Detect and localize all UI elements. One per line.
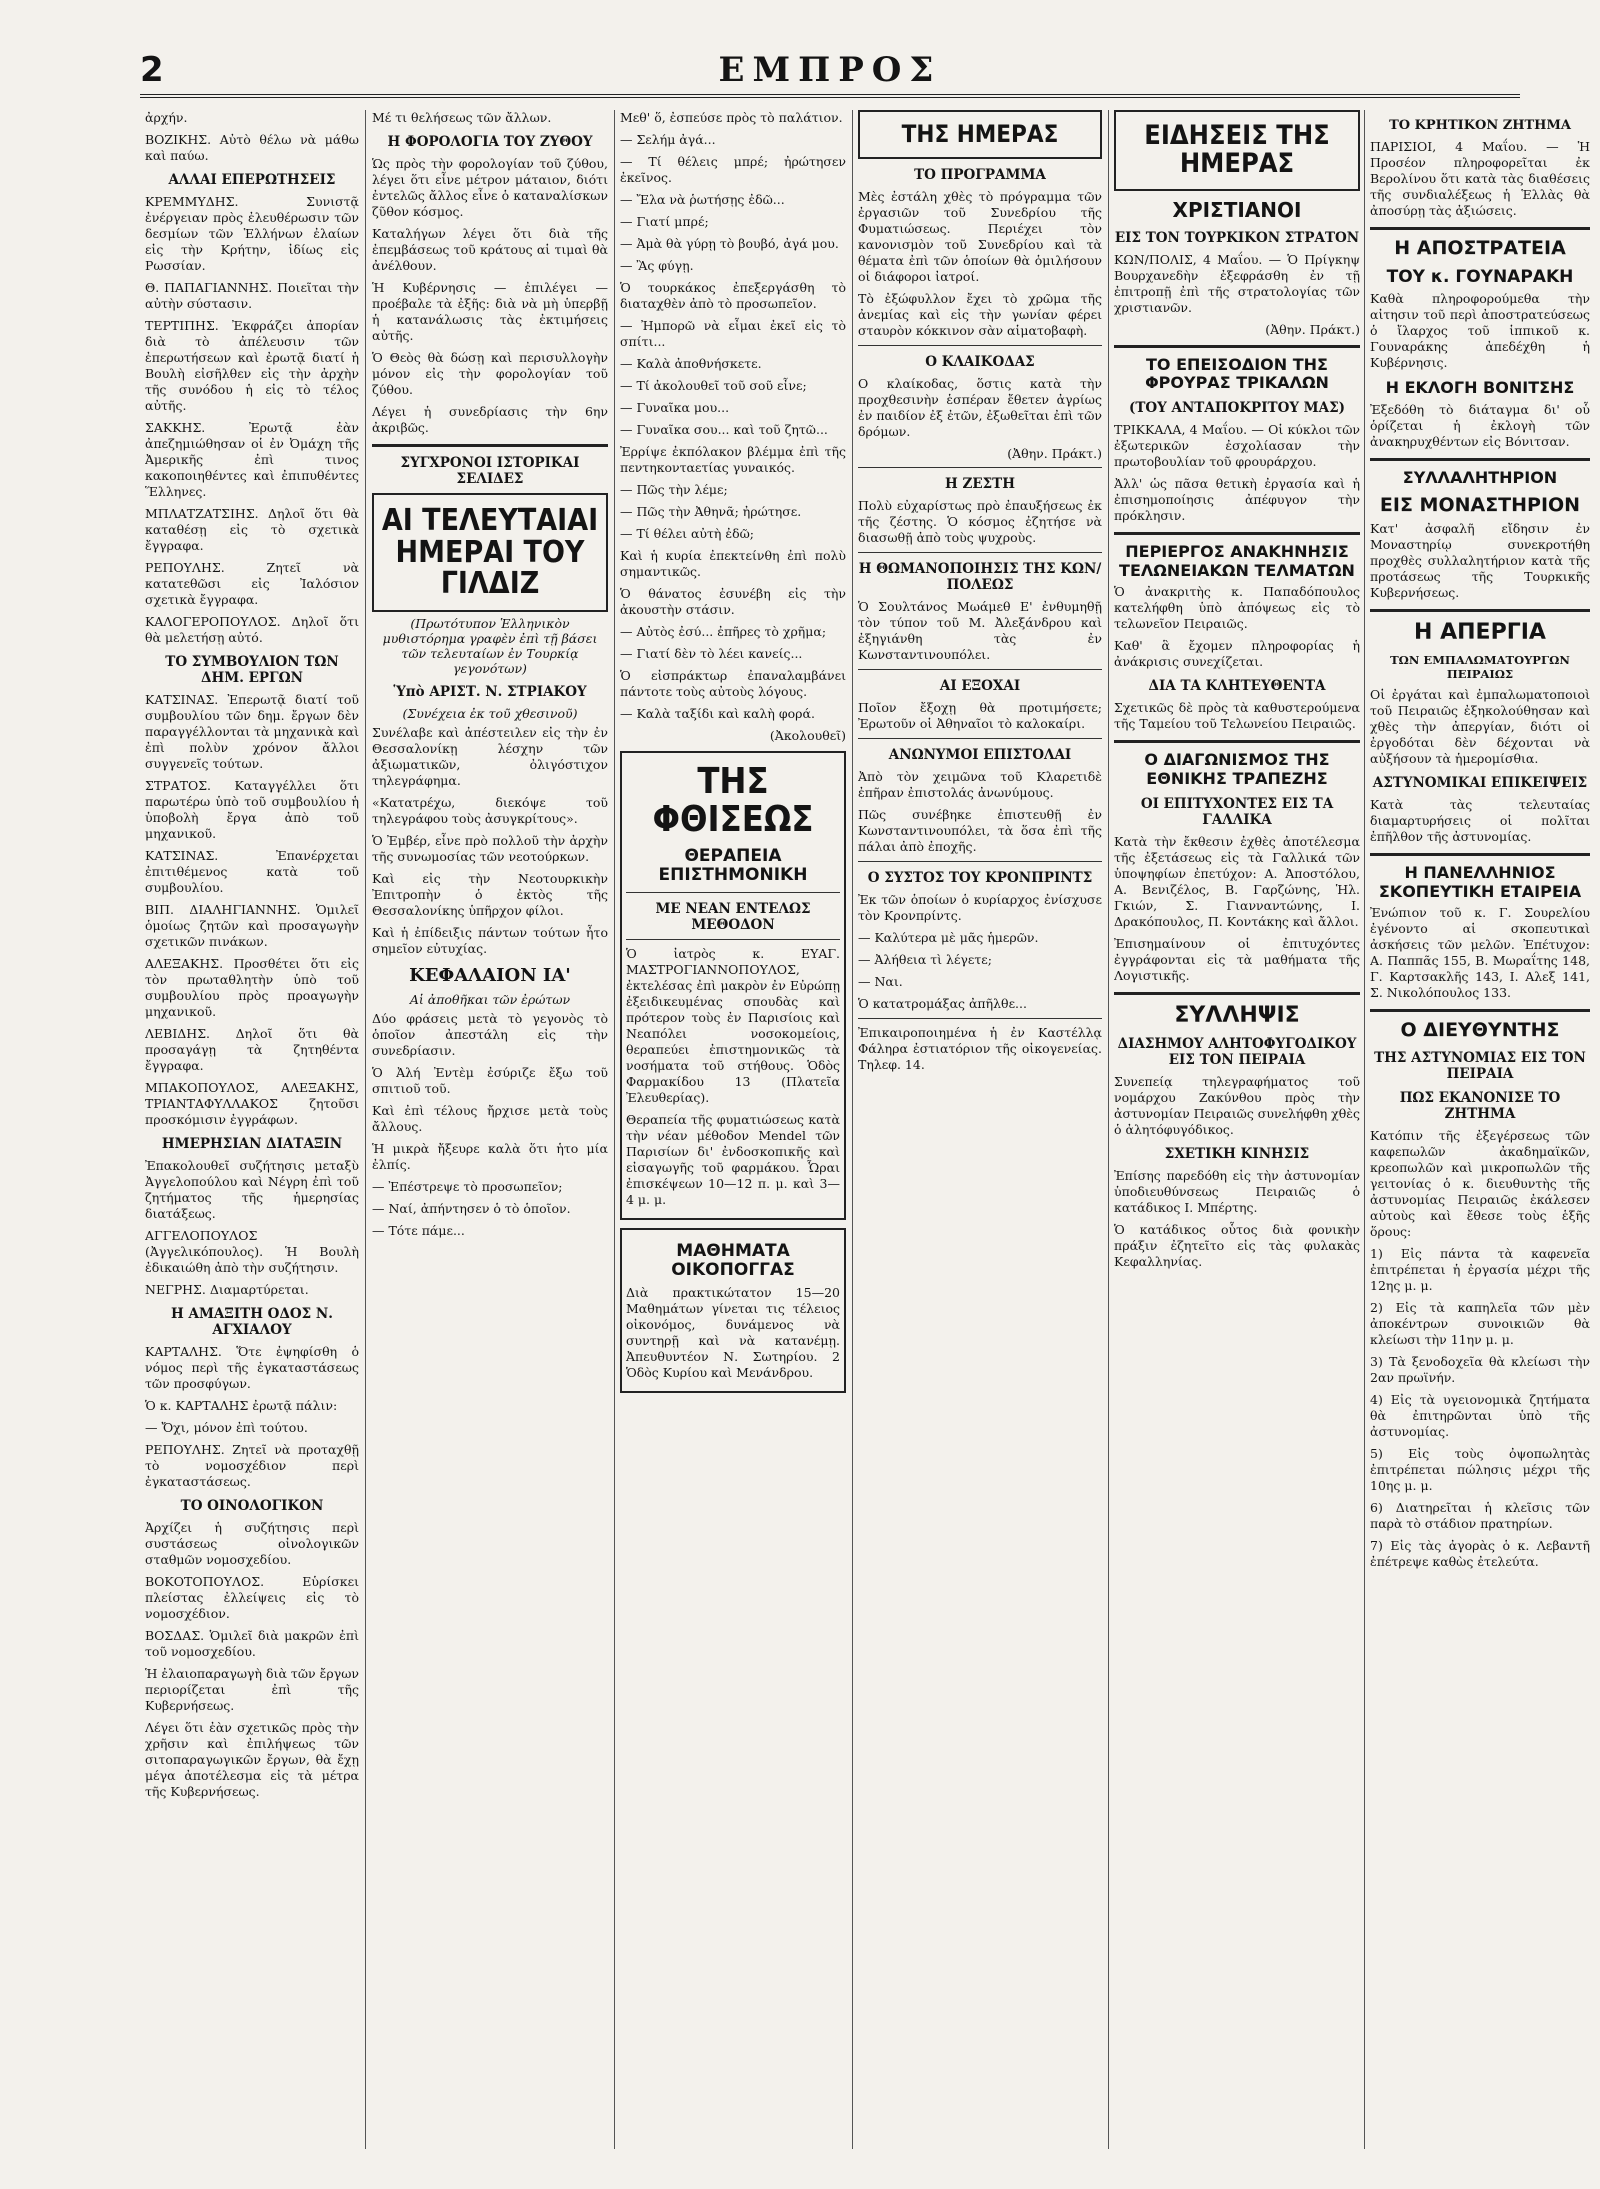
column-heading-box [858,110,1102,159]
divider [858,738,1102,739]
paragraph: Κατὰ τὴν ἔκθεσιν ἐχθὲς ἀποτέλεσμα τῆς ἐξετάσεως εἰς τὰ Γαλλικά τῶν ὑποψηφίων ἐπετύχον: Α. Ἀποστόλου, Α. Βενιζέλος, Β. Γαρζώνης, Ἡλ. Γκιών, Σ. Γιανναντώνης, Ι. Δρακόπουλος, Π. Κοντάκης καὶ ἄλλοι. [1114,834,1360,930]
paragraph: — Ἀλήθεια τὶ λέγετε; [858,952,992,968]
paragraph: 7) Εἰς τὰς ἀγορὰς ὁ κ. Λεβαντῆ ἐπέτρεψε καθὼς ἐτελεύτα. [1370,1537,1590,1569]
section-subheading: ΤΩΝ ΕΜΠΑΛΩΜΑΤΟΥΡΓΩΝ ΠΕΙΡΑΙΩΣ [1390,653,1570,682]
news-heading: ΕΙΔΗΣΕΙΣ ΤΗΣ ΗΜΕΡΑΣ [1144,120,1330,180]
paragraph: 2) Εἰς τὰ καπηλεῖα τῶν μὲν ἀποκέντρων συνοικιῶν θὰ κλείωσι τὴν 11ην μ. μ. [1370,1299,1590,1347]
paragraph: Ἀπὸ τὸν χειμῶνα τοῦ Κλαρετιδὲ ἐπῆραν ἐπιστολάς ἀνωνύμους. [858,769,1102,801]
paragraph: ΜΠΑΚΟΠΟΥΛΟΣ, ΑΛΕΞΑΚΗΣ, ΤΡΙΑΝΤΑΦΥΛΛΑΚΟΣ ζητοῦσι προσκόμισιν ἐγγράφων. [145,1080,359,1127]
section-heading: ΔΙΑ ΤΑ ΚΛΗΤΕΥΘΕΝΤΑ [1148,678,1326,695]
paragraph: Ἐπικαιροποιημένα ἡ ἐν Καστέλλᾳ Φάληρα ἐστιατόριον τῆς οἰκογενείας. Τηλεφ. 14. [858,1025,1102,1073]
paragraph: — Ἂς φύγῃ. [620,258,694,273]
section-heading: Η ΠΑΝΕΛΛΗΝΙΟΣ ΣΚΟΠΕΥΤΙΚΗ ΕΤΑΙΡΕΙΑ [1378,863,1582,901]
column-heading: ΤΗΣ ΗΜΕΡΑΣ [901,120,1059,148]
paragraph: Ἡ ἐλαιοπαραγωγὴ διὰ τῶν ἔργων περιορίζεται ἐπὶ τῆς Κυβερνήσεως. [145,1666,359,1713]
paragraph: Λέγει ὅτι ἐὰν σχετικῶς πρὸς τὴν χρῆσιν καὶ ἐπιλήψεως τῶν σιτοπαραγωγικῶν ἔργων, θὰ ἔχῃ μέγα ἀποτέλεσμα εἰς τὰ μέτρα τῆς Κυβερνήσεως. [145,1720,359,1799]
divider [1114,740,1360,743]
paragraph: — Ἠμπορῶ νὰ εἶμαι ἐκεῖ εἰς τὸ σπίτι... [620,318,846,349]
section-heading: Η ΑΜΑΞΙΤΗ ΟΔΟΣ Ν. ΑΓΧΙΑΛΟΥ [171,1306,333,1338]
masthead [140,50,1520,98]
paragraph: Ἐπακολουθεῖ συζήτησις μεταξὺ Ἀγγελοπούλου καὶ Νέγρη ἐπὶ τοῦ ζητήματος τῆς ἡμερησίας διατάξεως. [145,1158,359,1221]
paragraph: Μεθ' ὅ, ἐσπεύσε πρὸς τὸ παλάτιον. [620,110,843,125]
section-heading: ΤΟ ΟΙΝΟΛΟΓΙΚΟΝ [180,1498,324,1514]
ad-title: ΤΗΣ ΦΘΙΣΕΩΣ [652,761,814,840]
paragraph: — Ἔλα νὰ ῥωτήσῃς ἐδῶ... [620,192,785,207]
column-serial [372,110,608,2149]
paragraph: Ἐπισημαίνουν οἱ ἐπιτυχόντες ἐγγράφονται εἰς τὰ μαθήματα τῆς Λογιστικῆς. [1114,936,1360,984]
ad-subtitle-2: ΜΕ ΝΕΑΝ ΕΝΤΕΛΩΣ ΜΕΘΟΔΟΝ [655,900,811,933]
section-heading: Ο ΔΙΕΥΘΥΝΤΗΣ [1400,1019,1560,1042]
column-divider [614,110,615,2149]
column-news-right [1370,110,1590,2149]
paragraph: — Ὄχι, μόνον ἐπὶ τούτου. [145,1420,308,1435]
ad-text: Θεραπεία τῆς φυματιώσεως κατὰ τὴν νέαν μέθοδον Mendel τῶν Παρισίων δι' ἐνδοσκοπικῆς καὶ εἰσαγωγῆς τοῦ φαρμάκου. Ὧραι ἐπισκέψεων 10—12 π. μ. καὶ 3—4 μ. μ. [626,1111,840,1207]
section-heading: ΑΣΤΥΝΟΜΙΚΑΙ ΕΠΙΚΕΙΨΕΙΣ [1372,775,1588,792]
paragraph: «Κατατρέχω, διεκόψε τοῦ τηλεγράφου τοὺς ἀσυγκρίτους». [372,794,608,826]
paragraph: 5) Εἰς τοὺς ὀψοπωλητὰς ἐπιτρέπεται πώλησις μέχρι τῆς 10ης μ. μ. [1370,1445,1590,1493]
paragraph: — Ἐπέστρεψε τὸ προσωπεῖον; [372,1178,563,1194]
paragraph: ΚΑΤΣΙΝΑΣ. Ἐπερωτᾷ διατί τοῦ συμβουλίου τῶν δημ. ἔργων δὲν παραγγέλλονται τὰ μηχανικὰ καὶ ἐπὶ πολὺν χρόνον ἄλλοι συγγενεῖς τούτων. [145,692,359,771]
paragraph: Ποῖον ἔξοχῃ θὰ προτιμήσετε; Ἐρωτοῦν οἱ Ἀθηναῖοι τὸ καλοκαίρι. [858,700,1102,732]
chapter-heading: ΚΕΦΑΛΑΙΟΝ ΙΑ' [409,964,571,986]
section-heading: ΤΟ ΕΠΕΙΣΟΔΙΟΝ ΤΗΣ ΦΡΟΥΡΑΣ ΤΡΙΚΑΛΩΝ [1145,354,1329,393]
paragraph: Κατ' ἀσφαλῆ εἴδησιν ἐν Μοναστηρίῳ συνεκροτήθη προχθὲς συλλαλητήριον κατὰ τῆς προτάσεως τῆς Τουρκικῆς Κυβερνήσεως. [1370,521,1590,601]
paragraph: Ὁ Ἀλή Ἐντὲμ ἐσύριζε ἔξω τοῦ σπιτιοῦ τοῦ. [372,1064,608,1096]
paragraph: Σχετικῶς δὲ πρὸς τὰ καθυστερούμενα τῆς Ταμείου τοῦ Τελωνείου Πειραιῶς. [1114,700,1360,732]
section-subheading: ΤΟΥ κ. ΓΟΥΝΑΡΑΚΗ [1386,266,1574,287]
source-note: (Ἀθην. Πράκτ.) [1007,446,1102,462]
paragraph: Θ. ΠΑΠΑΓΙΑΝΝΗΣ. Ποιεῖται τὴν αὐτὴν σύστασιν. [145,280,359,311]
paragraph: ΛΕΒΙΔΗΣ. Δηλοῖ ὅτι θὰ προσαγάγῃ τὰ ζητηθέντα ἔγγραφα. [145,1026,359,1073]
advertisement-lessons [620,1228,846,1393]
divider [626,939,840,940]
section-heading: ΧΡΙΣΤΙΑΝΟΙ [1172,197,1302,222]
paragraph: — Ναί, ἀπήντησεν ὁ τὸ ὁποῖον. [372,1200,571,1216]
paragraph: ΝΕΓΡΗΣ. Διαμαρτύρεται. [145,1282,309,1297]
paragraph: Ὁ θάνατος ἐσυνέβη εἰς τὴν ἀκουστὴν στάσιν. [620,586,846,617]
paragraph: Ἐρρίψε ἐκπόλακον βλέμμα ἐπὶ τῆς πεντηκονταετίας γυναικός. [620,444,846,475]
paragraph: ΣΑΚΚΗΣ. Ἐρωτᾷ ἐὰν ἀπεζημιώθησαν οἱ ἐν Ὀμάχη τῆς Ἀμερικῆς ἐπὶ τινος κακοποιηθέντες καὶ ἐπιπυθέντες Ἕλληνες. [145,420,359,499]
paragraph: ἀρχήν. [145,110,188,125]
paragraph: Ὁ κατατρομάξας ἀπῆλθε... [858,996,1027,1012]
paragraph: Ἐνώπιον τοῦ κ. Γ. Σουρελίου ἐγένοντο αἱ σκοπευτικαὶ ἀσκήσεις τῶν μελῶν. Ἐπέτυχον: Α. Παππᾶς 155, Β. Μωραΐτης 148, Γ. Καρτσακλῆς 143, Ι. Αλεξ 141, Σ. Νικολόπουλος 133. [1370,905,1590,1001]
paragraph: Μὲς ἐστάλη χθὲς τὸ πρόγραμμα τῶν ἐργασιῶν τοῦ Συνεδρίου τῆς Φυματιώσεως. Περιέχει τὸν κανονισμὸν τοῦ Συνεδρίου καὶ τὰ θέματα ἐπὶ τῶν ὁποίων θὰ ὁμιλήσουν οἱ διάφοροι ἰατροί. [858,189,1102,285]
paragraph: Πῶς συνέβηκε ἐπιστευθῇ ἐν Κωνσταντινουπόλει, τὰ ὅσα ἐπὶ τῆς πάλαι ἀπὸ ἐποχῆς. [858,807,1102,855]
serial-subtitle: (Πρωτότυπον Ἑλληνικὸν μυθιστόρημα γραφὲν ἐπὶ τῇ βάσει τῶν τελευταίων ἐν Τουρκίᾳ γεγονότων) [382,615,598,676]
advertisement-phthisis [620,751,846,1220]
paragraph: 1) Εἰς πάντα τὰ καφενεῖα ἐπιτρέπεται ἡ ἐργασία μέχρι τῆς 12ης μ. μ. [1370,1245,1590,1293]
paragraph: ΚΑΤΣΙΝΑΣ. Ἐπανέρχεται ἐπιτιθέμενος κατὰ τοῦ συμβουλίου. [145,848,359,895]
paragraph: Ὡς πρὸς τὴν φορολογίαν τοῦ ζύθου, λέγει ὅτι εἶνε μέτρον μάταιον, διότι ἐντελῶς ἄλλος εἶνε ὁ καταναλίσκων ζῦθον κόσμος. [372,156,608,219]
section-heading: Η ΑΠΟΣΤΡΑΤΕΙΑ [1394,237,1566,259]
section-heading: ΑΝΩΝΥΜΟΙ ΕΠΙΣΤΟΛΑΙ [888,747,1072,764]
ad-subtitle: ΘΕΡΑΠΕΙΑ ΕΠΙΣΤΗΜΟΝΙΚΗ [658,845,808,886]
paragraph: Ὁ Ἐμβέρ, εἶνε πρὸ πολλοῦ τὴν ἀρχὴν τῆς συνωμοσίας τῶν νεοτούρκων. [372,832,608,864]
paragraph: Ὁ Σουλτάνος Μωάμεθ Ε' ἐνθυμηθῇ τὸν τύπον τοῦ Μ. Ἀλεξάνδρου καὶ ἐξηγιάνθη τὰς ἐν Κωνσταντινουπόλει. [858,599,1102,663]
section-heading: ΤΟ ΚΡΗΤΙΚΟΝ ΖΗΤΗΜΑ [1389,118,1571,133]
paragraph: Ἐξεδόθη τὸ διάταγμα δι' οὗ ὁρίζεται ἡ ἐκλογὴ τῶν ἀνακηρυχθέντων εἰς Βόνιτσαν. [1370,401,1590,449]
paragraph: Ὁ τουρκάκος ἐπεξεργάσθη τὸ διαταχθὲν ἀπὸ τὸ προσωπεῖον. [620,280,846,311]
section-heading: ΗΜΕΡΗΣΙΑΝ ΔΙΑΤΑΞΙΝ [161,1136,343,1152]
paragraph: Δύο φράσεις μετὰ τὸ γεγονὸς τὸ ὁποῖον ἀπεστάλη εἰς τὴν συνεδρίασιν. [372,1010,608,1058]
section-subheading: ΤΗΣ ΑΣΤΥΝΟΜΙΑΣ ΕΙΣ ΤΟΝ ΠΕΙΡΑΙΑ [1374,1049,1586,1082]
paragraph: ΜΠΛΑΤΖΑΤΣΙΗΣ. Δηλοῖ ὅτι θὰ καταθέσῃ εἰς τὸ σχετικὰ ἔγγραφα. [145,506,359,553]
newspaper-name: ΕΜΠΡΟΣ [718,50,942,90]
column-of-the-day [858,110,1102,2149]
chapter-subtitle: Αἱ ἀποθῆκαι τῶν ἐρώτων [409,991,571,1007]
section-subheading: ΟΙ ΕΠΙΤΥΧΟΝΤΕΣ ΕΙΣ ΤΑ ΓΑΛΛΙΚΑ [1140,796,1334,829]
paragraph: Ἀλλ' ὡς πᾶσα θετικὴ ἐργασία καὶ ἡ ἐπισημοποίησις ἀπέφυγον τὴν πρόκλησιν. [1114,476,1360,524]
paragraph: 3) Τὰ ξενοδοχεῖα θὰ κλείωσι τὴν 2αν πρωϊνήν. [1370,1353,1590,1385]
divider [858,552,1102,553]
section-subheading: (ΤΟΥ ΑΝΤΑΠΟΚΡΙΤΟΥ ΜΑΣ) [1128,400,1346,417]
divider [1370,853,1590,856]
paragraph: Ἡ μικρὰ ἤξευρε καλὰ ὅτι ἡτο μία ἐλπίς. [372,1140,608,1172]
paragraph: Ὁ Θεὸς θὰ δώσῃ καὶ περισυλλογὴν μόνον εἰς τὴν φορολογίαν τοῦ ζύθου. [372,350,608,397]
paragraph: — Γυναῖκα μου... [620,400,730,415]
column-parliament [145,110,359,2149]
divider [858,345,1102,346]
serial-title: ΑΙ ΤΕΛΕΥΤΑΙΑΙ ΗΜΕΡΑΙ ΤΟΥ ΓΙΛΔΙΖ [381,503,599,601]
paragraph: — Ἀμὰ θὰ γύρῃ τὸ βουβό, ἀγά μου. [620,236,839,251]
section-subheading: ΠΩΣ ΕΚΑΝΟΝΙΣΕ ΤΟ ΖΗΤΗΜΑ [1399,1089,1561,1122]
paragraph: Ο κλαίκοδας, ὅστις κατὰ τὴν προχθεσινὴν ἑσπέραν ἔθετεν ἀγρίως ἐν παιδίον ἐξ ἐτῶν, ἐξωθεῖται ἐπὶ τῶν δρόμων. [858,376,1102,440]
divider [1114,992,1360,995]
divider [1114,345,1360,348]
ad-text: Διὰ πρακτικώτατον 15—20 Μαθημάτων γίνεται τις τέλειος οἰκονόμος, δυνάμενος νὰ συντηρῇ καὶ νὰ κατανέμῃ. Ἀπευθυντέον Ν. Σωτηρίου. 2 Ὁδὸς Κυρίου καὶ Μενάνδρου. [626,1284,840,1380]
news-heading-box [1114,110,1360,191]
paragraph: — Γιατί δὲν τὸ λέει κανείς... [620,646,803,661]
section-heading: Η ΘΩΜΑΝΟΠΟΙΗΣΙΣ ΤΗΣ ΚΩΝ/ΠΟΛΕΩΣ [858,561,1102,594]
section-heading: Η ΕΚΛΟΓΗ ΒΟΝΙΤΣΗΣ [1385,378,1575,398]
paragraph: Λέγει ἡ συνεδρίασις τὴν 6ην ἀκριβῶς. [372,404,608,435]
paragraph: ΚΩΝ/ΠΟΛΙΣ, 4 Μαΐου. — Ὁ Πρίγκηψ Βουρχανεδὴν ἐξεφράσθη ἐν τῇ ἐπιτροπῇ ἐπὶ τῆς στρατολογίας τῶν χριστιανῶν. [1114,251,1360,315]
paragraph: — Καλὰ ἀποθνήσκετε. [620,356,762,371]
source-note: (Ἀθην. Πράκτ.) [1265,321,1360,337]
paragraph: — Καλὰ ταξίδι καὶ καλὴ φορά. [620,706,815,721]
paragraph: Καθὰ πληροφορούμεθα τὴν αἰτησιν τοῦ περὶ ἀποστρατεύσεως ὁ ἴλαρχος τοῦ ἱππικοῦ κ. Γουναράκης ἀπεδέχθη ἡ Κυβέρνησις. [1370,291,1590,371]
paragraph: Ἐπίσης παρεδόθη εἰς τὴν ἀστυνομίαν ὑποδιευθύνσεως Πειραιῶς ὁ κατάδικος Ι. Μπέρτης. [1114,1168,1360,1216]
column-serial-continued [620,110,846,2149]
paragraph: ΣΤΡΑΤΟΣ. Καταγγέλλει ὅτι παρωτέρω ὑπὸ τοῦ συμβουλίου ἡ ὑποβολὴ ἔργα ἀπὸ τοῦ μηχανικοῦ. [145,778,359,841]
divider [1114,532,1360,535]
section-heading: Ο ΣΥΣΤΟΣ ΤΟΥ ΚΡΟΝΠΡΙΝΤΣ [867,870,1093,887]
paragraph: Κατὰ τὰς τελευταίας διαμαρτυρήσεις οἱ πολῖται ἐπῆλθον τῆς ἀστυνομίας. [1370,797,1590,845]
column-divider [1364,110,1365,2149]
paragraph: Ἐκ τῶν ὁποίων ὁ κυρίαρχος ἐνίσχυσε τὸν Κρονπρίντς. [858,892,1102,924]
column-news [1114,110,1360,2149]
paragraph: Τὸ ἐξώφυλλον ἔχει τὸ χρῶμα τῆς ἀνεμίας καὶ εἰς τὴν γωνίαν φέρει σταυρὸν κόκκινον σὰν αἱματοβαφὴ. [858,291,1102,339]
divider [626,892,840,893]
paragraph: 6) Διατηρεῖται ἡ κλεῖσις τῶν παρὰ τὸ στάδιον πρατηρίων. [1370,1499,1590,1531]
paragraph: — Τί θέλεις μπρέ; ἠρώτησεν ἐκεῖνος. [620,154,846,185]
paragraph: — Πῶς τὴν Ἀθηνᾶ; ἠρώτησε. [620,504,802,519]
paragraph: ΠΑΡΙΣΙΟΙ, 4 Μαΐου. — Ἡ Προσέον πληροφορεῖται ἐκ Βερολίνου ὅτι κατὰ τὰς διαθέσεις τῆς συνδιαλέξεως ἡ Ἑλλὰς θὰ ἀποσύρῃ τὰς ἀξιώσεις. [1370,139,1590,218]
paragraph: — Γιατί μπρέ; [620,214,709,229]
ad-title: ΜΑΘΗΜΑΤΑ ΟΙΚΟΠΟΓΓΑΣ [671,1240,795,1281]
paragraph: ΒΟΚΟΤΟΠΟΥΛΟΣ. Εὑρίσκει πλείστας ἐλλείψεις εἰς τὸ νομοσχέδιον. [145,1574,359,1621]
paragraph: Καὶ ἡ ἐπίδειξις πάντων τούτων ἦτο σημεῖον εὐτυχίας. [372,924,608,956]
paragraph: — Καλύτερα μὲ μᾶς ἡμερῶν. [858,930,1039,946]
section-heading: Ο ΔΙΑΓΩΝΙΣΜΟΣ ΤΗΣ ΕΘΝΙΚΗΣ ΤΡΑΠΕΖΗΣ [1144,750,1330,788]
divider [1370,227,1590,230]
paragraph: Ἀρχίζει ἡ συζήτησις περὶ συστάσεως οἰνολογικῶν σταθμῶν νομοσχεδίου. [145,1520,359,1567]
paragraph: ΤΡΙΚΚΑΛΑ, 4 Μαΐου. — Οἱ κύκλοι τῶν ἐξωτερικῶν ἐσχολίασαν τὴν πρωτοβουλίαν τοῦ φρουράρχου. [1114,422,1360,470]
paragraph: — Πῶς τὴν λέμε; [620,482,728,497]
paragraph: — Γυναῖκα σου... καὶ τοῦ ζητῶ... [620,422,828,437]
paragraph: Συνεπείᾳ τηλεγραφήματος τοῦ νομάρχου Ζακύνθου πρὸς τὴν ἀστυνομίαν Πειραιῶς συνελήφθη χθὲς ὁ ἀλητόφυγόδικος. [1114,1074,1360,1138]
paragraph: Ὁ εἰσπράκτωρ ἐπαναλαμβάνει πάντοτε τοὺς αὐτοὺς λόγους. [620,668,846,699]
paragraph: — Τί ἀκολουθεῖ τοῦ σοῦ εἶνε; [620,378,807,393]
section-heading: ΠΕΡΙΕΡΓΟΣ ΑΝΑΚΗΝΗΣΙΣ ΤΕΛΩΝΕΙΑΚΩΝ ΤΕΛΜΑΤΩΝ [1119,542,1355,580]
paragraph: ΡΕΠΟΥΛΗΣ. Ζητεῖ νὰ προταχθῇ τὸ νομοσχέδιον περὶ ἐγκαταστάσεως. [145,1442,359,1489]
divider [858,467,1102,468]
section-heading: ΤΟ ΠΡΟΓΡΑΜΜΑ [914,167,1046,184]
series-heading: ΣΥΓΧΡΟΝΟΙ ΙΣΤΟΡΙΚΑΙ ΣΕΛΙΔΕΣ [400,455,580,487]
paragraph: Καὶ ἡ κυρία ἐπεκτείνθη ἐπὶ πολὺ σημαντικῶς. [620,548,846,579]
section-heading: ΣΥΛΛΑΛΗΤΗΡΙΟΝ [1402,467,1558,487]
paragraph: ΒΟΣΔΑΣ. Ὁμιλεῖ διὰ μακρῶν ἐπὶ τοῦ νομοσχεδίου. [145,1628,359,1659]
ad-text: Ὁ ἰατρὸς κ. ΕΥΑΓ. ΜΑΣΤΡΟΓΙΑΝΝΟΠΟΥΛΟΣ, ἐκτελέσας ἐπὶ μακρὸν ἐν Εὐρώπῃ ἐξειδικευμένας σπουδὰς καὶ πρότερον τοὺς ἐν Παρισίοις καὶ Νεαπόλει νοσοκομείοις, θεραπεύει ἐπιστημονικῶς τὰ νοσήματα τοῦ στήθους. Ὁδὸς Φαρμακίδου 13 (Πλατεῖα Ἐλευθερίας). [626,945,840,1105]
paragraph: Καταλήγων λέγει ὅτι διὰ τῆς ἐπεμβάσεως τοῦ κράτους αἱ τιμαὶ θὰ ἀνέλθουν. [372,226,608,273]
section-heading: ΑΛΛΑΙ ΕΠΕΡΩΤΗΣΕΙΣ [168,172,336,188]
paragraph: ΚΑΛΟΓΕΡΟΠΟΥΛΟΣ. Δηλοῖ ὅτι θὰ μελετήσῃ αὐτό. [145,614,359,645]
column-divider [852,110,853,2149]
section-heading: ΑΙ ΕΞΟΧΑΙ [939,678,1021,695]
continuation-note: (Συνέχεια ἐκ τοῦ χθεσινοῦ) [402,705,578,721]
paragraph: — Τότε πάμε... [372,1222,465,1238]
page-number: 2 [140,50,164,90]
paragraph: — Ναι. [858,974,903,990]
paragraph: Συνέλαβε καὶ ἀπέστειλεν εἰς τὴν ἐν Θεσσαλονίκῃ λέσχην τῶν ἀξιωματικῶν, ὀλιγόστιχον τηλεγράφημα. [372,724,608,788]
paragraph: ΡΕΠΟΥΛΗΣ. Ζητεῖ νὰ κατατεθῶσι εἰς Ἰαλόσιον σχετικὰ ἔγγραφα. [145,560,359,607]
paragraph: 4) Εἰς τὰ υγειονομικὰ ζητήματα θὰ ἐπιτηρῶνται ὑπὸ τῆς ἀστυνομίας. [1370,1391,1590,1439]
divider [858,861,1102,862]
paragraph: — Αὐτὸς ἐσύ... ἐπῆρες τὸ χρῆμα; [620,624,827,639]
paragraph: Ὁ κ. ΚΑΡΤΑΛΗΣ ἐρωτᾷ πάλιν: [145,1398,338,1413]
section-heading: Ο ΚΛΑΙΚΟΔΑΣ [925,354,1035,371]
paragraph: Ἡ Κυβέρνησις — ἐπιλέγει — προέβαλε τὰ ἐξῆς: διὰ νὰ μὴ ὑπερβῇ ἡ κατανάλωσις τὰς ἐκτιμήσεις αὐτῆς. [372,280,608,343]
paragraph: Κατόπιν τῆς ἐξεγέρσεως τῶν καφεπωλῶν ἀκαδημαϊκῶν, κρεοπωλῶν καὶ μικροπωλῶν τῆς γειτονίας ὁ κ. διευθυντὴς τῆς ἀστυνομίας Πειραιῶς ἐκάλεσεν αὐτοὺς καὶ ἔθεσε τοὺς ἑξῆς ὅρους: [1370,1127,1590,1239]
paragraph: — Σελήμ ἀγά... [620,132,716,147]
section-heading: ΣΧΕΤΙΚΗ ΚΙΝΗΣΙΣ [1164,1146,1310,1163]
section-heading: Η ΦΟΡΟΛΟΓΙΑ ΤΟΥ ΖΥΘΟΥ [387,134,593,150]
section-subheading: ΕΙΣ ΜΟΝΑΣΤΗΡΙΟΝ [1379,494,1581,517]
paragraph: ΚΑΡΤΑΛΗΣ. Ὅτε ἐψηφίσθη ὁ νόμος περὶ τῆς ἐγκαταστάσεως τῶν προσφύγων. [145,1344,359,1391]
section-heading: ΤΟ ΣΥΜΒΟΥΛΙΟΝ ΤΩΝ ΔΗΜ. ΕΡΓΩΝ [165,654,339,686]
divider [858,1018,1102,1019]
divider [372,444,608,447]
section-heading: ΣΥΛΛΗΨΙΣ [1174,1003,1300,1029]
divider [1370,609,1590,612]
paragraph: — Τί θέλει αὐτὴ ἐδῶ; [620,526,755,541]
paragraph: Πολὺ εὐχαρίστως πρὸ ἐπαυξήσεως ἐκ τῆς ζέστης. Ὁ κόσμος ἐζητήσε νὰ διασωθῇ ἀπὸ τοὺς ψυχροὺς. [858,498,1102,546]
continuation-note: (Ἀκολουθεῖ) [769,728,846,743]
section-heading: Η ΑΠΕΡΓΙΑ [1414,620,1546,646]
paragraph: Ὁ κατάδικος οὗτος διὰ φονικὴν πράξιν ἐζητεῖτο εἰς τὰς φυλακὰς Κεφαλληνίας. [1114,1222,1360,1270]
paragraph: ΤΕΡΤΙΠΗΣ. Ἐκφράζει ἀπορίαν διὰ τὸ ἀπέλευσιν τῶν ἐπερωτήσεων καὶ ἐρωτᾷ διατί ἡ Βουλὴ εἰσῆλθεν εἰς τὴν ἀρχὴν τῆς συνόδου ἡ εἰς τὸ τέλος αὐτῆς. [145,318,359,413]
column-divider [1108,110,1109,2149]
paragraph: ΑΓΓΕΛΟΠΟΥΛΟΣ (Ἀγγελικόπουλος). Ἡ Βουλὴ ἐδικαιώθη ἀπὸ τὴν συζήτησιν. [145,1228,359,1275]
divider [1370,458,1590,461]
paragraph: ΑΛΕΞΑΚΗΣ. Προσθέτει ὅτι εἰς τὸν πρωταθλητὴν ὑπὸ τοῦ συμβουλίου πρὸς προαγωγὴν μηχανικοῦ. [145,956,359,1019]
paragraph: Ὁ ἀνακριτὴς κ. Παπαδόπουλος κατελήφθη ὑπὸ ἀπόψεως εἰς τὸ τελωνεῖον Πειραιῶς. [1114,584,1360,632]
paragraph: ΒΟΖΙΚΗΣ. Αὐτὸ θέλω νὰ μάθω καὶ παύω. [145,132,359,163]
divider [858,669,1102,670]
section-heading: Η ΖΕΣΤΗ [945,476,1015,493]
paragraph: Καὶ εἰς τὴν Νεοτουρκικὴν Ἐπιτροπὴν ὁ ἐκτὸς τῆς Θεσσαλονίκης ὑπῆρχον φίλοι. [372,870,608,918]
paragraph: Καθ' ἃ ἔχομεν πληροφορίας ἡ ἀνάκρισις συνεχίζεται. [1114,638,1360,670]
byline: Ὑπὸ ΑΡΙΣΤ. Ν. ΣΤΡΙΑΚΟΥ [393,683,587,700]
serial-title-box [372,493,608,612]
divider [1370,1009,1590,1012]
column-divider [365,110,366,2149]
section-subheading: ΕΙΣ ΤΟΝ ΤΟΥΡΚΙΚΟΝ ΣΤΡΑΤΟΝ [1114,229,1360,246]
paragraph: Καὶ ἐπὶ τέλους ἤρχισε μετὰ τοὺς ἄλλους. [372,1102,608,1134]
paragraph: ΚΡΕΜΜΥΔΗΣ. Συνιστᾷ ἐνέργειαν πρὸς ἐλευθέρωσιν τῶν δεσμίων τῶν Ἑλλήνων ἐλαίων εἰς τὴν Κρήτην, ἰδίως εἰς Ρωσσίαν. [145,194,359,273]
paragraph: ΒΙΠ. ΔΙΑΛΗΓΙΑΝΝΗΣ. Ὁμιλεῖ ὁμοίως ζητῶν καὶ προσαγωγὴν σχετικῶν πινάκων. [145,902,359,949]
paragraph: Οἱ ἐργάται καὶ ἐμπαλωματοποιοὶ τοῦ Πειραιῶς ἐξηκολούθησαν καὶ χθὲς τὴν ἀπεργίαν, διότι οἱ ἐργοδόται δὲν δέχονται νὰ αὐξήσουν τὰ ἡμερομίσθια. [1370,687,1590,767]
section-subheading: ΔΙΑΣΗΜΟΥ ΑΛΗΤΟΦΥΓΟΔΙΚΟΥ ΕΙΣ ΤΟΝ ΠΕΙΡΑΙΑ [1117,1036,1357,1069]
paragraph: Μέ τι θελήσεως τῶν ἄλλων. [372,110,552,125]
